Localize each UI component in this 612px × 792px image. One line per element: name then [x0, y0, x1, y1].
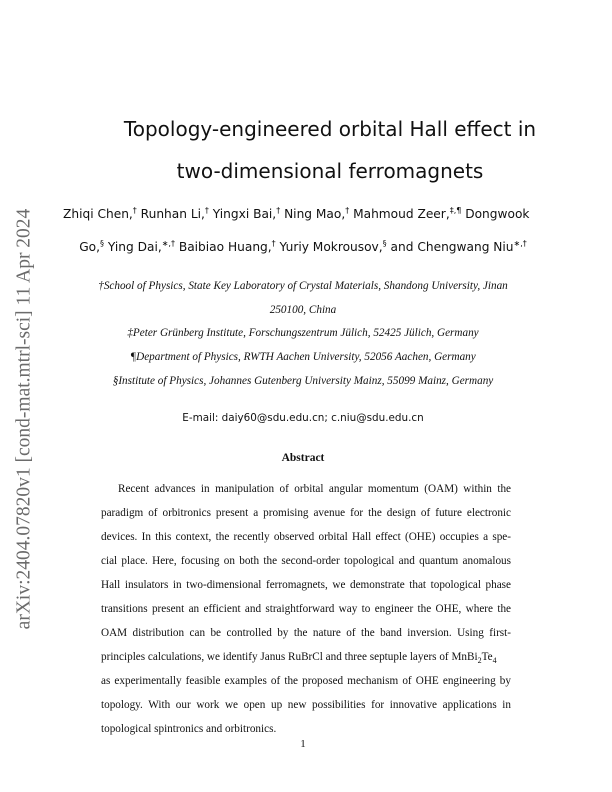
abstract-line: transitions present an efficient and straightforward way to engineer the OHE, where the [101, 603, 511, 615]
author-affiliation-mark: † [271, 238, 276, 248]
formula-element: Te [481, 651, 493, 663]
author-affiliation-mark: † [204, 205, 209, 215]
contact-email: E-mail: daiy60@sdu.edu.cn; c.niu@sdu.edu.cn [182, 412, 424, 424]
author-list-line-1 [63, 207, 541, 221]
author-name: Baibiao Huang, [178, 240, 272, 254]
author-affiliation-mark: ∗,† [161, 238, 175, 248]
author-name: Mahmoud Zeer, [353, 207, 450, 221]
paper-title-line-2: two-dimensional ferromagnets [176, 159, 484, 183]
page-number: 1 [300, 738, 306, 750]
abstract-line: topology. With our work we open up new possibilities for innovative applications in [101, 699, 511, 711]
abstract-line: devices. In this context, the recently observed orbital Hall effect (OHE) occupies a spe- [101, 531, 511, 543]
abstract-line: paradigm of orbitronics present a promising avenue for the design of future electronic [101, 507, 511, 519]
author-name: Dongwook [465, 207, 530, 221]
author-affiliation-mark: † [132, 205, 137, 215]
abstract-line: OAM distribution can be controlled by the nature of the band inversion. Using first- [101, 627, 511, 639]
affiliation-line: 250100, China [269, 304, 337, 316]
author-affiliation-mark: † [276, 205, 281, 215]
formula-subscript: 4 [492, 656, 497, 666]
author-name: Ning Mao, [284, 207, 346, 221]
formula-subscript: 2 [477, 656, 482, 666]
abstract-line: as experimentally feasible examples of the proposed mechanism of OHE engineering by [101, 675, 511, 687]
author-affiliation-mark: ∗,† [513, 238, 527, 248]
abstract-line: Recent advances in manipulation of orbital angular momentum (OAM) within the [118, 483, 511, 495]
author-list-line-2 [78, 240, 528, 254]
abstract-line: Hall insulators in two-dimensional ferromagnets, we demonstrate that topological phase [101, 579, 511, 591]
affiliation-line: †School of Physics, State Key Laboratory of Crystal Materials, Shandong University, Jinan [98, 280, 508, 292]
author-affiliation-mark: § [99, 238, 104, 248]
author-affiliation-mark: § [382, 238, 387, 248]
paper-title-line-1: Topology-engineered orbital Hall effect in [123, 117, 537, 141]
author-affiliation-mark: † [345, 205, 350, 215]
affiliation-line: ¶Department of Physics, RWTH Aachen University, 52056 Aachen, Germany [130, 351, 476, 363]
author-name: Ying Dai, [107, 240, 162, 254]
affiliation-line: ‡Peter Grünberg Institute, Forschungszentrum Jülich, 52425 Jülich, Germany [127, 327, 479, 339]
abstract-text: principles calculations, we identify Janus RuBrCl and three septuple layers of MnBi [101, 651, 478, 663]
arxiv-identifier: arXiv:2404.07820v1 [cond-mat.mtrl-sci] 11 Apr 2024 [13, 208, 34, 630]
abstract-heading: Abstract [281, 452, 325, 464]
author-name: Yuriy Mokrousov, [279, 240, 383, 254]
author-name: Zhiqi Chen, [63, 207, 133, 221]
abstract-line: cial place. Here, focusing on both the second-order topological and quantum anomalous [101, 555, 511, 567]
author-name: Runhan Li, [140, 207, 205, 221]
abstract-line: topological spintronics and orbitronics. [101, 723, 277, 735]
author-name: Go, [79, 240, 100, 254]
author-affiliation-mark: ‡,¶ [449, 205, 462, 215]
arxiv-identifier-sidebar [6, 176, 42, 662]
affiliation-line: §Institute of Physics, Johannes Gutenberg University Mainz, 55099 Mainz, Germany [112, 375, 494, 387]
author-name: Yingxi Bai, [212, 207, 277, 221]
author-name: and Chengwang Niu [390, 240, 514, 254]
abstract-line-with-formula [101, 651, 511, 665]
